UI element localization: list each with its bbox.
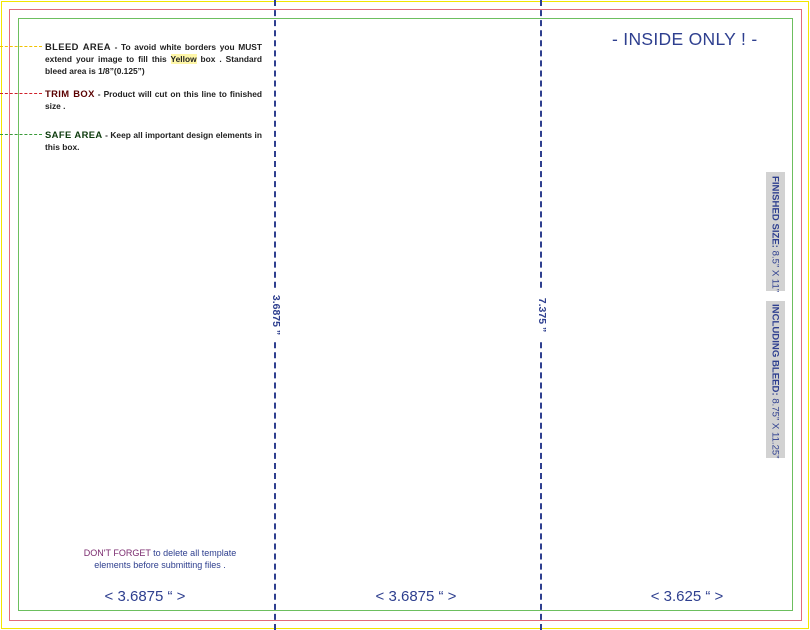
- legend-bleed-area: BLEED AREA - To avoid white borders you MUST extend your image to fill this Yellow box . Standard bleed area is 1/8”(0.125”): [0, 41, 262, 77]
- trim-dash-swatch: [0, 93, 42, 94]
- safe-title: SAFE AREA: [45, 129, 103, 140]
- finished-size-text: FINISHED SIZE: 8.5” X 11”: [769, 176, 781, 293]
- inside-only-heading: - INSIDE ONLY ! -: [612, 29, 758, 49]
- fold-measurement-1: 3.6875 ”: [266, 289, 286, 341]
- reminder-note: DON'T FORGET to delete all template elements before submitting files .: [83, 548, 237, 570]
- trim-title: TRIM BOX: [45, 88, 95, 99]
- panel-width-label-3: < 3.625 “ >: [650, 588, 724, 605]
- safe-dash-swatch: [0, 134, 42, 135]
- legend-safe-area: SAFE AREA - Keep all important design elements in this box.: [0, 129, 262, 153]
- panel-width-label-1: < 3.6875 “ >: [104, 588, 186, 605]
- including-bleed-text: INCLUDING BLEED: 8.75” X 11.25”: [769, 304, 781, 459]
- fold-measurement-2: 7.375 ”: [532, 289, 552, 341]
- panel-width-label-2: < 3.6875 “ >: [375, 588, 457, 605]
- bleed-dash-swatch: [0, 46, 42, 47]
- bleed-title: BLEED AREA: [45, 41, 111, 52]
- legend-trim-box: TRIM BOX - Product will cut on this line to finished size .: [0, 88, 262, 112]
